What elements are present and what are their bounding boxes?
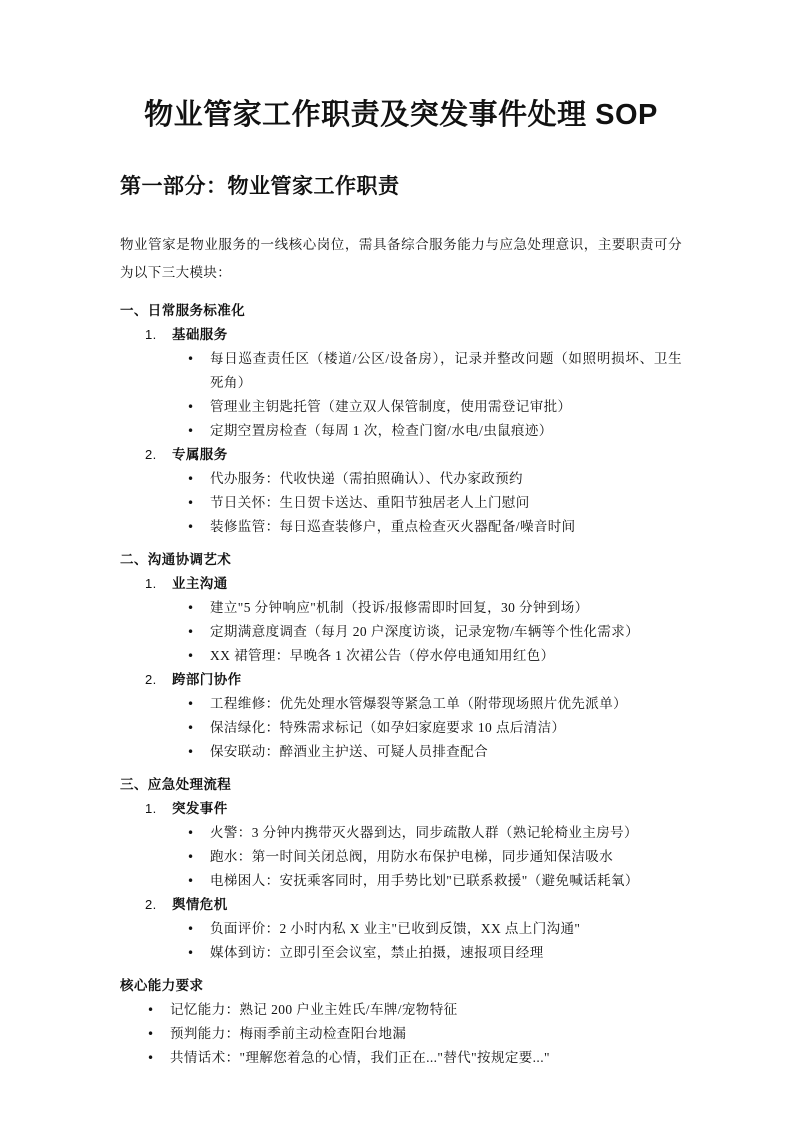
bullet-icon: •	[187, 874, 195, 888]
bullet-item	[120, 644, 682, 668]
bullet-item	[120, 1022, 682, 1046]
bullet-icon: •	[147, 1051, 155, 1065]
bullet-icon: •	[187, 850, 195, 864]
list-number: 2.	[145, 672, 157, 687]
bullet-item	[120, 716, 682, 740]
list-number: 1.	[145, 801, 157, 816]
bullet-item	[120, 869, 682, 893]
bullet-icon: •	[187, 625, 195, 639]
bullet-icon: •	[187, 946, 195, 960]
bullet-item	[120, 515, 682, 539]
bullet-text: 负面评价：2 小时内私 X 业主"已收到反馈，XX 点上门沟通"	[210, 921, 581, 936]
bullet-icon: •	[147, 1027, 155, 1041]
bullet-icon: •	[187, 922, 195, 936]
bullet-item	[120, 692, 682, 716]
part-one-heading: 第一部分：物业管家工作职责	[120, 175, 400, 198]
bullet-text: 每日巡查责任区（楼道/公区/设备房），记录并整改问题（如照明损坏、卫生死角）	[210, 351, 682, 390]
document-title: 物业管家工作职责及突发事件处理 SOP	[144, 99, 658, 131]
list-number: 1.	[145, 327, 157, 342]
subsection-title: 基础服务	[172, 327, 228, 342]
bullet-icon: •	[187, 601, 195, 615]
bullet-text: 管理业主钥匙托管（建立双人保管制度，使用需登记审批）	[210, 399, 572, 414]
bullet-text: XX 裙管理：早晚各 1 次裙公告（停水停电通知用红色）	[210, 648, 555, 663]
subsection-pr-crisis	[120, 893, 682, 917]
subsection-incidents	[120, 797, 682, 821]
section-core-competencies	[120, 974, 682, 1070]
bullet-icon: •	[187, 496, 195, 510]
bullet-text: 定期满意度调查（每月 20 户深度访谈，记录宠物/车辆等个性化需求）	[210, 624, 640, 639]
bullet-item	[120, 395, 682, 419]
bullet-text: 保安联动：醉酒业主护送、可疑人员排查配合	[210, 744, 488, 759]
bullet-text: 记忆能力：熟记 200 户业主姓氏/车牌/宠物特征	[170, 1002, 458, 1017]
section-heading: 三、应急处理流程	[120, 777, 232, 792]
bullet-item	[120, 917, 682, 941]
bullet-item	[120, 491, 682, 515]
bullet-icon: •	[187, 721, 195, 735]
subsection-title: 专属服务	[172, 447, 228, 462]
subsection-basic-service	[120, 323, 682, 347]
subsection-exclusive-service	[120, 443, 682, 467]
bullet-text: 保洁绿化：特殊需求标记（如孕妇家庭要求 10 点后清洁）	[210, 720, 566, 735]
bullet-text: 共情话术："理解您着急的心情，我们正在..."替代"按规定要..."	[170, 1050, 550, 1065]
subsection-title: 跨部门协作	[172, 672, 242, 687]
bullet-text: 建立"5 分钟响应"机制（投诉/报修需即时回复，30 分钟到场）	[210, 600, 589, 615]
bullet-icon: •	[187, 745, 195, 759]
bullet-item	[120, 419, 682, 443]
bullet-icon: •	[187, 649, 195, 663]
bullet-text: 工程维修：优先处理水管爆裂等紧急工单（附带现场照片优先派单）	[210, 696, 627, 711]
list-number: 2.	[145, 447, 157, 462]
bullet-item	[120, 998, 682, 1022]
bullet-item	[120, 467, 682, 491]
subsection-title: 业主沟通	[172, 576, 228, 591]
bullet-icon: •	[187, 424, 195, 438]
section-heading: 二、沟通协调艺术	[120, 552, 232, 567]
list-number: 1.	[145, 576, 157, 591]
section-heading: 核心能力要求	[120, 978, 204, 993]
bullet-item	[120, 740, 682, 764]
bullet-icon: •	[187, 400, 195, 414]
subsection-owner-communication	[120, 572, 682, 596]
bullet-item	[120, 347, 682, 395]
subsection-title: 舆情危机	[172, 897, 228, 912]
bullet-item	[120, 1046, 682, 1070]
list-number: 2.	[145, 897, 157, 912]
bullet-item	[120, 596, 682, 620]
bullet-text: 定期空置房检查（每周 1 次，检查门窗/水电/虫鼠痕迹）	[210, 423, 553, 438]
bullet-icon: •	[187, 352, 195, 366]
bullet-text: 代办服务：代收快递（需拍照确认）、代办家政预约	[210, 471, 523, 486]
section-heading: 一、日常服务标准化	[120, 303, 246, 318]
section-daily-service	[120, 299, 682, 539]
section-emergency	[120, 773, 682, 965]
section-communication	[120, 548, 682, 764]
bullet-text: 预判能力：梅雨季前主动检查阳台地漏	[170, 1026, 407, 1041]
subsection-cross-department	[120, 668, 682, 692]
bullet-item	[120, 845, 682, 869]
bullet-icon: •	[187, 826, 195, 840]
bullet-icon: •	[187, 697, 195, 711]
bullet-text: 电梯困人：安抚乘客同时，用手势比划"已联系救援"（避免喊话耗氧）	[210, 873, 639, 888]
bullet-icon: •	[187, 520, 195, 534]
bullet-icon: •	[187, 472, 195, 486]
bullet-text: 节日关怀：生日贺卡送达、重阳节独居老人上门慰问	[210, 495, 530, 510]
bullet-text: 火警：3 分钟内携带灭火器到达，同步疏散人群（熟记轮椅业主房号）	[210, 825, 638, 840]
subsection-title: 突发事件	[172, 801, 228, 816]
bullet-item	[120, 941, 682, 965]
intro-paragraph: 物业管家是物业服务的一线核心岗位，需具备综合服务能力与应急处理意识，主要职责可分为以下三大模块：	[120, 237, 682, 280]
bullet-icon: •	[147, 1003, 155, 1017]
bullet-text: 跑水：第一时间关闭总阀，用防水布保护电梯，同步通知保洁吸水	[210, 849, 614, 864]
bullet-text: 装修监管：每日巡查装修户，重点检查灭火器配备/噪音时间	[210, 519, 576, 534]
bullet-item	[120, 620, 682, 644]
bullet-item	[120, 821, 682, 845]
bullet-text: 媒体到访：立即引至会议室，禁止拍摄，速报项目经理	[210, 945, 544, 960]
